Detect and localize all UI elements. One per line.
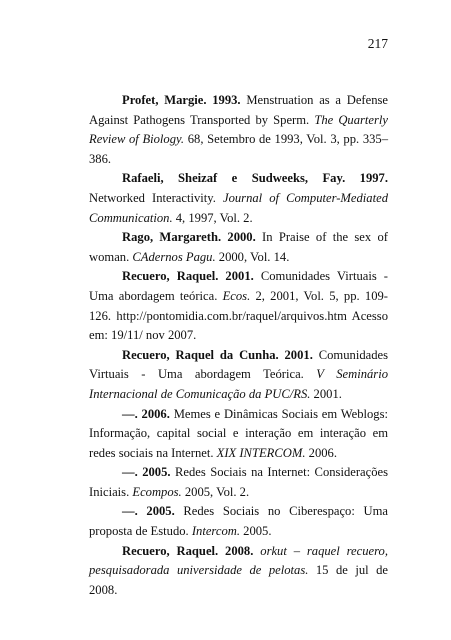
reference-author: Rago, Margareth. 2000. xyxy=(122,230,256,245)
reference-details: 15 de jul de 2008. xyxy=(89,563,388,597)
reference-entry xyxy=(89,346,388,405)
reference-details: 2006. xyxy=(305,445,337,460)
reference-entry xyxy=(89,228,388,267)
reference-details: 2005, Vol. 2. xyxy=(181,484,250,499)
reference-author: Profet, Margie. 1993. xyxy=(122,93,241,107)
reference-entry xyxy=(89,405,388,464)
reference-title: Redes Sociais na Internet: Considerações Iniciais. xyxy=(89,465,388,499)
reference-details: 68, Setembro de 1993, Vol. 3, pp. 335–386. xyxy=(89,132,389,166)
reference-entry xyxy=(89,267,388,345)
reference-entry xyxy=(89,463,388,502)
reference-list xyxy=(89,91,388,600)
reference-entry xyxy=(89,502,388,541)
reference-source: Ecompos. xyxy=(132,484,182,499)
reference-title: Menstruation as a Defense Against Pathogens Transported by Sperm. xyxy=(89,93,389,127)
reference-source: XIX INTERCOM. xyxy=(216,445,306,460)
reference-author: Recuero, Raquel. 2001. xyxy=(122,269,254,284)
reference-details: 2000, Vol. 14. xyxy=(215,249,290,264)
reference-author: Recuero, Raquel da Cunha. 2001. xyxy=(122,347,313,362)
reference-details: 2, 2001, Vol. 5, pp. 109-126. http://pontomidia.com.br/raquel/arquivos.htm Acesso em: 19/11/ nov 2007. xyxy=(89,288,388,343)
reference-details: 2005. xyxy=(240,524,272,539)
reference-source: V Seminário Internacional de Comunicação da PUC/RS. xyxy=(89,367,389,401)
reference-entry xyxy=(89,542,388,601)
reference-source: orkut – raquel recuero, pesquisadorada universidade de pelotas. xyxy=(89,543,388,578)
reference-author: —. 2006. xyxy=(122,406,170,421)
reference-details: 2001. xyxy=(310,386,342,401)
reference-title: Redes Sociais no Ciberespaço: Uma proposta de Estudo. xyxy=(89,504,388,539)
reference-author: Recuero, Raquel. 2008. xyxy=(122,543,254,558)
page-number: 217 xyxy=(367,36,388,51)
reference-author: Rafaeli, Sheizaf e Sudweeks, Fay. 1997. xyxy=(122,171,388,186)
reference-title: Comunidades Virtuais - Uma abordagem teórica. xyxy=(89,269,388,303)
reference-source: Journal of Computer-Mediated Communication. xyxy=(89,190,388,225)
reference-title: Comunidades Virtuais - Uma abordagem Teórica. xyxy=(89,347,388,382)
reference-title: Networked Interactivity. xyxy=(89,190,223,205)
reference-details: 4, 1997, Vol. 2. xyxy=(172,210,253,225)
reference-title: Memes e Dinâmicas Sociais em Weblogs: Informação, capital social e interação em interação em redes sociais na Internet. xyxy=(89,406,388,460)
reference-source: Ecos. xyxy=(222,288,251,303)
reference-entry xyxy=(89,169,388,228)
reference-title: In Praise of the sex of woman. xyxy=(89,230,388,264)
reference-source: The Quarterly Review of Biology. xyxy=(89,112,388,147)
reference-entry xyxy=(89,91,388,169)
reference-source: Intercom. xyxy=(191,524,240,539)
reference-author: —. 2005. xyxy=(122,504,175,519)
reference-source: CAdernos Pagu. xyxy=(132,249,216,264)
reference-author: —. 2005. xyxy=(122,465,171,480)
